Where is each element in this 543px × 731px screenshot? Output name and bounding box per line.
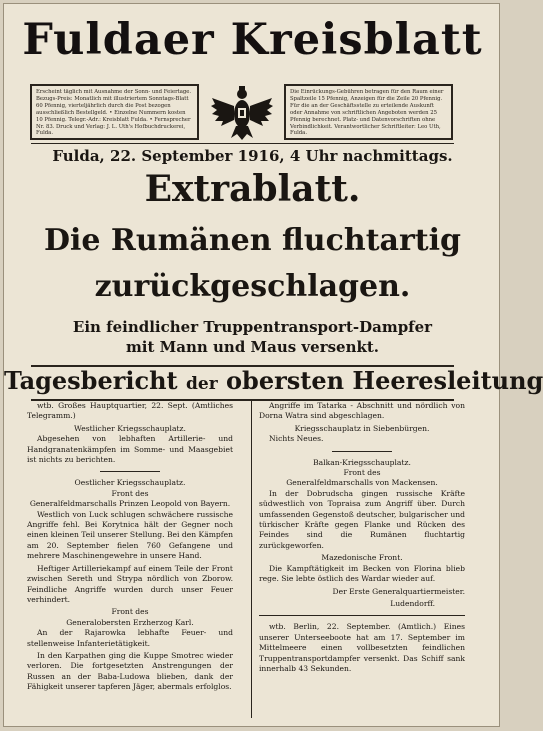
headline-line-2: zurückgeschlagen. (94, 269, 411, 304)
report-heading-word: der (186, 374, 218, 394)
paragraph: Heftiger Artilleriekampf auf einem Teile der Front zwischen Sereth und Strypa nördlich von Zborow. Feindliche Angriffe wurden durch unser Feuer verhindert. (27, 563, 233, 604)
advertising-info-box: Die Einrückungs-Gebühren betragen für den Raum einer Spaltzeile 15 Pfennig, Anzeigen für die Zeile 20 Pfennig. Für die an der Geschäftsstelle zu erteilende Auskunft oder Annahme von schriftlichen Angeboten werden 25 Pfennig berechnet. Platz- und Datenvorschriften ohne Verbindlichkeit. Verantwortlicher Schriftleiter: Leo Uth, Fulda. (284, 84, 453, 140)
separator (332, 451, 392, 452)
section-heading: Oestlicher Kriegsschauplatz. (74, 478, 186, 488)
signature-title: Der Erste Generalquartiermeister. (332, 586, 465, 596)
report-heading-word: obersten (226, 366, 345, 395)
report-heading-word: Heeresleitung (352, 366, 543, 395)
front-commander: Generalfeldmarschalls von Mackensen. (286, 478, 438, 488)
front-label: Front des (111, 607, 149, 617)
newspaper-page (3, 3, 543, 727)
paragraph: wtb. Großes Hauptquartier, 22. Sept. (Amtliches Telegramm.) (27, 401, 233, 421)
subheadline-line-1: Ein feindlicher Truppentransport-Dampfer (72, 318, 433, 336)
paragraph: Die Kampftätigkeit im Becken von Florina blieb rege. Sie lebte östlich des Wardar wieder auf. (259, 563, 465, 584)
imperial-eagle-icon (209, 84, 275, 142)
paragraph: In den Karpathen ging die Kuppe Smotrec wieder verloren. Die fortgesetzten Anstrengungen der Russen an der Baba-Ludowa blieben, dank der Fähigkeit unserer tapferen Jäger, abermals erfolglos. (27, 650, 233, 692)
front-label: Front des (111, 488, 149, 498)
separator (259, 615, 465, 616)
subscription-info-box: Erscheint täglich mit Ausnahme der Sonn- und Feiertage. Bezugs-Preis: Monatlich mit illustriertem Sonntags-Blatt 60 Pfennig, vierteljährlich durch die Post bezogen ausschließlich Bestellgeld. • Einzelne Nummern kosten 10 Pfennig. Telegr.-Adr.: Kreisblatt Fulda. • Fernsprecher Nr. 83. Druck und Verlag: J. L. Uth's Hofbuchdruckerei, Fulda. (30, 84, 199, 140)
paragraph: Nichts Neues. (269, 434, 324, 444)
front-commander: Generalfeldmarschalls Prinzen Leopold von Bayern. (29, 499, 231, 509)
left-column (27, 401, 233, 695)
signature-name: Ludendorff. (390, 598, 435, 608)
subheadline-line-2: mit Mann und Maus versenkt. (125, 338, 380, 356)
section-heading: Kriegsschauplatz in Siebenbürgen. (294, 423, 430, 433)
column-divider (251, 401, 252, 718)
section-heading: Mazedonische Front. (321, 553, 403, 563)
front-label: Front des (343, 468, 381, 478)
divider (31, 143, 454, 144)
paragraph: In der Dobrudscha gingen russische Kräfte südwestlich von Topraisa zum Angriff über. Durch umfassenden Gegenstoß deutscher, bulgarischer und türkischer Kräfte gegen Flanke und Rücken des Feindes sind die Rumänen fluchtartig zurückgeworfen. (259, 488, 465, 550)
paragraph: Angriffe im Tatarka - Abschnitt und nördlich von Dorna Watra sind abgeschlagen. (259, 401, 465, 421)
extrablatt-title: Extrablatt. (144, 168, 361, 210)
headline-line-1: Die Rumänen fluchtartig (43, 223, 462, 258)
masthead-title: Fuldaer Kreisblatt (22, 15, 483, 65)
separator (100, 471, 160, 472)
report-heading-word: Tagesbericht (4, 366, 178, 395)
section-heading: Balkan-Kriegsschauplatz. (313, 457, 411, 467)
paragraph: Westlich von Luck schlugen schwächere russische Angriffe fehl. Bei Korytnica hält der Gegner noch einen kleinen Teil unserer Stellung. Bei den Kämpfen am 20. September fielen 760 Gefangene und mehrere Maschinengewehre in unsere Hand. (27, 509, 233, 561)
report-heading (4, 364, 543, 401)
front-commander: Generalobersten Erzherzog Karl. (66, 617, 194, 627)
paragraph: Abgesehen von lebhaften Artillerie- und Handgranatenkämpfen im Somme- und Maasgebiet ist nichts zu berichten. (27, 434, 233, 465)
section-heading: Westlicher Kriegsschauplatz. (74, 423, 186, 433)
dateline: Fulda, 22. September 1916, 4 Uhr nachmittags. (52, 147, 453, 165)
paragraph: An der Rajarowka lebhafte Feuer- und stellenweise Infanterietätigkeit. (27, 628, 233, 648)
paragraph: wtb. Berlin, 22. September. (Amtlich.) Eines unserer Unterseeboote hat am 17. September im Mittelmeere einen vollbesetzten feindlichen Truppentransportdampfer versenkt. Das Schiff sank innerhalb 43 Sekunden. (259, 622, 465, 673)
right-column (259, 401, 465, 676)
